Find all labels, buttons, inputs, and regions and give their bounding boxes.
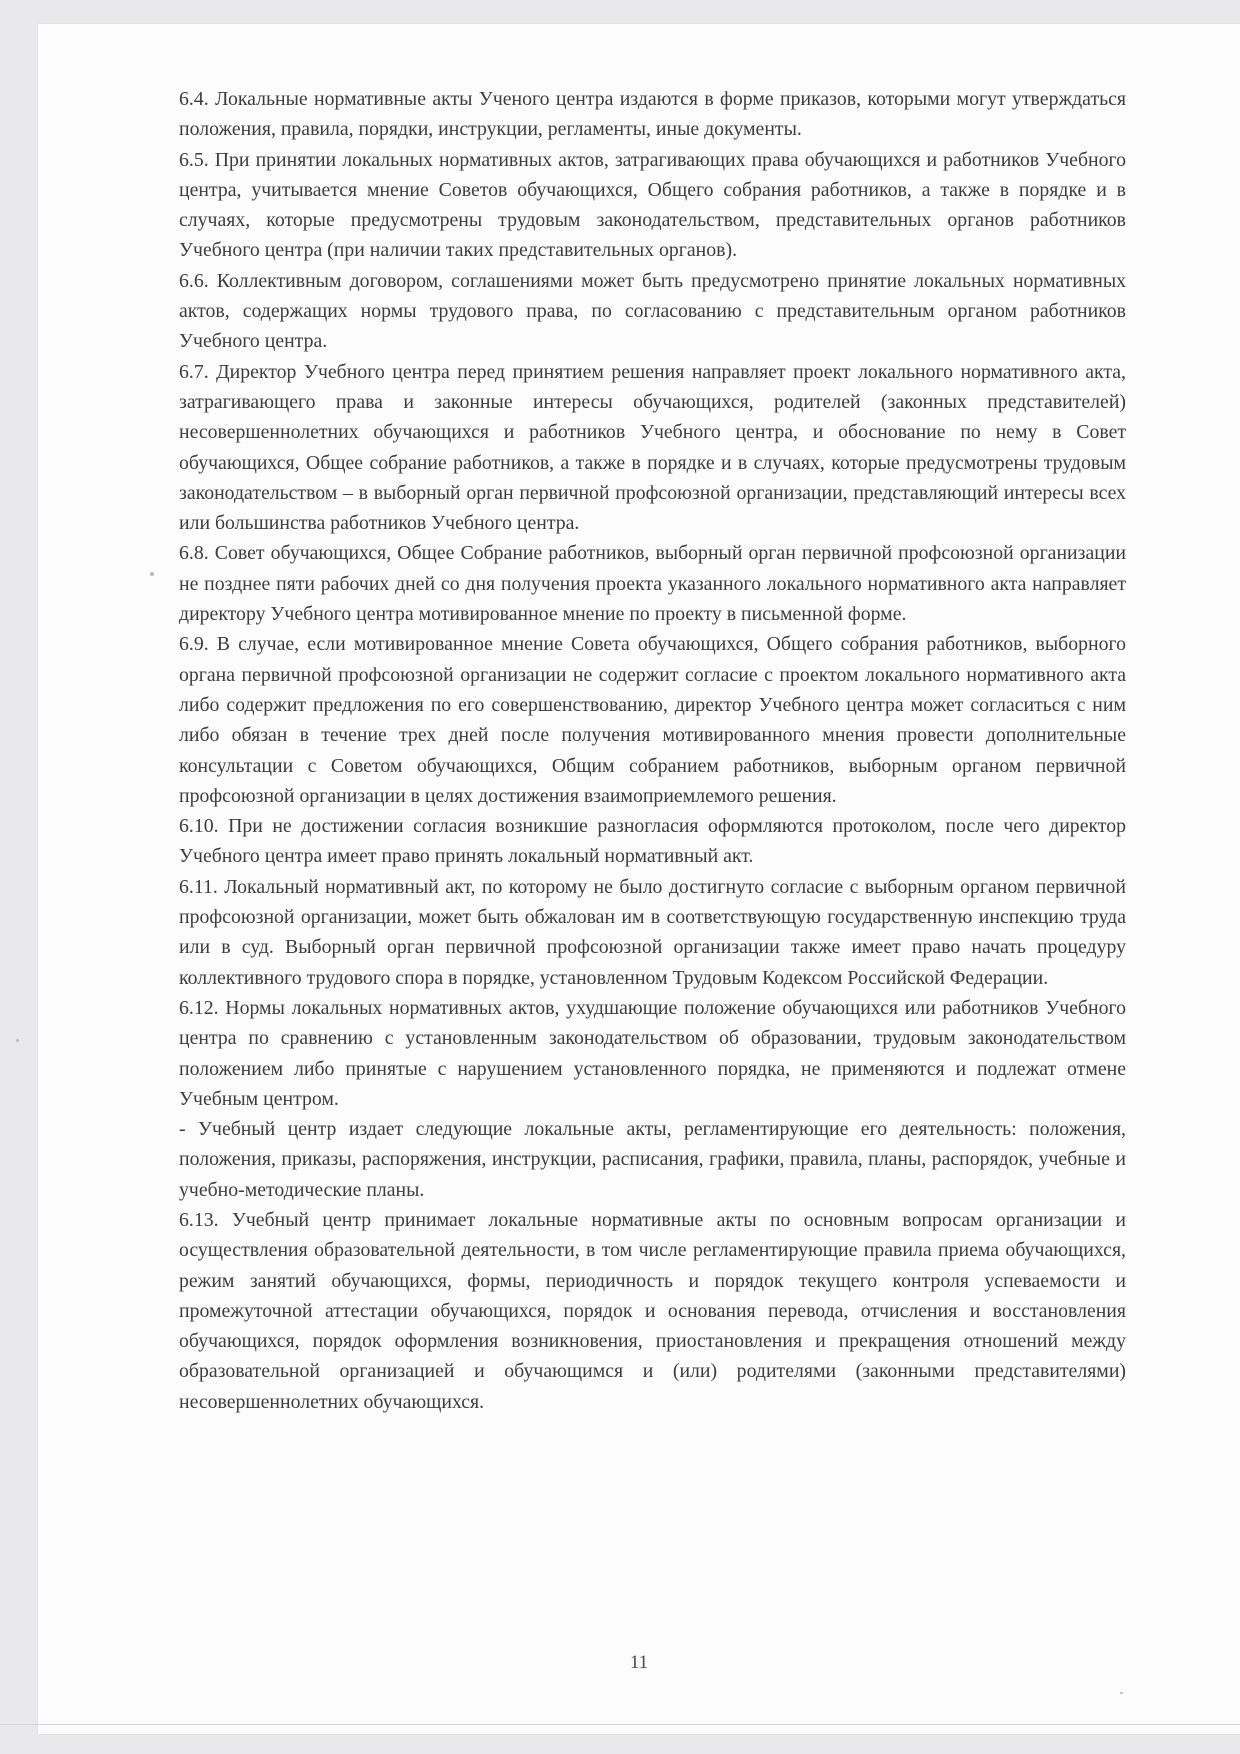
paragraph-6-12: 6.12. Нормы локальных нормативных актов, ухудшающие положение обучающихся или работников Учебного центра по сравнению с установленным законодательством об образовании, трудовым законодательством положением либо принятые с нарушением установленного порядка, не применяются и подлежат отмене Учебным центром. [179, 996, 1126, 1110]
paragraph-6-10: 6.10. При не достижении согласия возникшие разногласия оформляются протоколом, после чего директор Учебного центра имеет право принять локальный нормативный акт. [179, 815, 1126, 868]
scan-speck [16, 1039, 19, 1042]
scan-edge-line [0, 1724, 1240, 1725]
paragraph-6-6: 6.6. Коллективным договором, соглашениями может быть предусмотрено принятие локальных нормативных актов, содержащих нормы трудового права, по согласованию с представительным органом работников Учебного центра. [179, 269, 1126, 353]
paragraph-6-8: 6.8. Совет обучающихся, Общее Собрание работников, выборный орган первичной профсоюзной организации не позднее пяти рабочих дней со дня получения проекта указанного локального нормативного акта направляет директору Учебного центра мотивированное мнение по проекту в письменной форме. [179, 542, 1126, 626]
paragraph-6-13: 6.13. Учебный центр принимает локальные нормативные акты по основным вопросам организации и осуществления образовательной деятельности, в том числе регламентирующие правила приема обучающихся, режим занятий обучающихся, формы, периодичность и порядок текущего контроля успеваемости и промежуточной аттестации обучающихся, порядок и основания перевода, отчисления и восстановления обучающихся, порядок оформления возникновения, приостановления и прекращения отношений между образовательной организацией и обучающимся и (или) родителями (законными представителями) несовершеннолетних обучающихся. [179, 1208, 1126, 1413]
scan-speck [1120, 1692, 1123, 1694]
paragraph-6-9: 6.9. В случае, если мотивированное мнение Совета обучающихся, Общего собрания работников, выборного органа первичной профсоюзной организации не содержит согласие с проектом локального нормативного акта либо содержит предложения по его совершенствованию, директор Учебного центра может согласиться с ним либо обязан в течение трех дней после получения мотивированного мнения провести дополнительные консультации с Советом обучающихся, Общим собранием работников, выборным органом первичной профсоюзной организации в целях достижения взаимоприемлемого решения. [179, 633, 1126, 807]
paragraph-6-11: 6.11. Локальный нормативный акт, по которому не было достигнуто согласие с выборным органом первичной профсоюзной организации, может быть обжалован им в соответствующую государственную инспекцию труда или в суд. Выборный орган первичной профсоюзной организации также имеет право начать процедуру коллективного трудового спора в порядке, установленном Трудовым Кодексом Российской Федерации. [179, 875, 1126, 989]
scan-speck [150, 572, 154, 576]
document-page [38, 24, 1240, 1734]
paragraph-local-acts-list: - Учебный центр издает следующие локальные акты, регламентирующие его деятельность: положения, положения, приказы, распоряжения, инструкции, расписания, графики, правила, планы, распорядок, учебные и учебно-методические планы. [179, 1118, 1126, 1201]
paragraph-6-5: 6.5. При принятии локальных нормативных актов, затрагивающих права обучающихся и работников Учебного центра, учитывается мнение Советов обучающихся, Общего собрания работников, а также в порядке и в случаях, которые предусмотрены трудовым законодательством, представительных органов работников Учебного центра (при наличии таких представительных органов). [179, 148, 1126, 262]
document-body [179, 84, 1126, 1417]
page-number: 11 [629, 1652, 649, 1673]
paragraph-6-7: 6.7. Директор Учебного центра перед принятием решения направляет проект локального нормативного акта, затрагивающего права и законные интересы обучающихся, родителей (законных представителей) несовершеннолетних обучающихся и работников Учебного центра, и обоснование по нему в Совет обучающихся, Общее собрание работников, а также в порядке и в случаях, которые предусмотрены трудовым законодательством – в выборный орган первичной профсоюзной организации, представляющий интересы всех или большинства работников Учебного центра. [179, 360, 1126, 535]
paragraph-6-4: 6.4. Локальные нормативные акты Ученого центра издаются в форме приказов, которыми могут утверждаться положения, правила, порядки, инструкции, регламенты, иные документы. [179, 88, 1126, 141]
